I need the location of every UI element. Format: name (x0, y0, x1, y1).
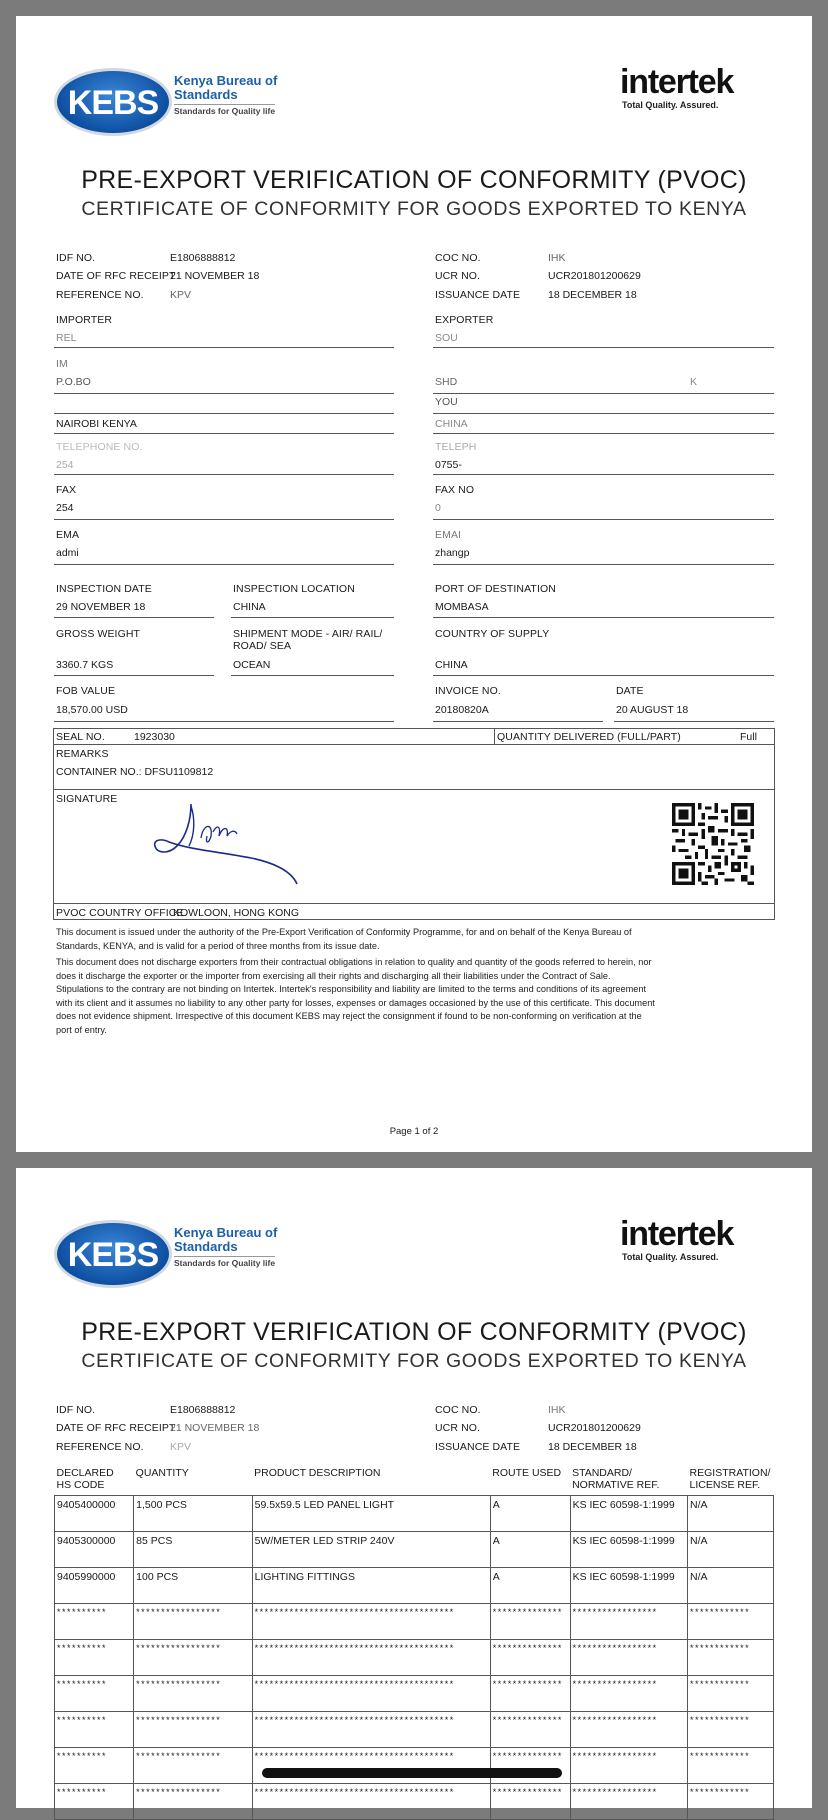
invoice-date-underline (614, 721, 774, 722)
importer-email-underline (54, 564, 394, 565)
ref-label: REFERENCE NO. (56, 289, 144, 301)
table-row (55, 1532, 774, 1568)
cell-registration: N/A (688, 1532, 774, 1568)
invoice-date-label: DATE (616, 685, 644, 697)
table-row (55, 1568, 774, 1604)
country-supply-label: COUNTRY OF SUPPLY (435, 628, 550, 640)
col-hs-code: DECLARED HS CODE (56, 1467, 114, 1491)
filler-cell: ***************** (570, 1784, 687, 1820)
col-quantity: QUANTITY (135, 1467, 189, 1479)
signature-image (151, 788, 321, 888)
importer-fax: 254 (56, 502, 74, 514)
filler-cell: ************** (490, 1784, 570, 1820)
quantity-delivered-value: Full (740, 731, 757, 743)
issuance-label: ISSUANCE DATE (435, 289, 521, 301)
importer-email: admi (56, 547, 79, 559)
rfc-value: 21 NOVEMBER 18 (170, 270, 260, 282)
certificate-title: PRE-EXPORT VERIFICATION OF CONFORMITY (PVOC) (81, 1318, 747, 1346)
certificate-subtitle: CERTIFICATE OF CONFORMITY FOR GOODS EXPORTED TO KENYA (81, 198, 747, 220)
filler-cell: ***************** (134, 1640, 252, 1676)
importer-email-label: EMA (56, 529, 80, 541)
table-row-filler (55, 1676, 774, 1712)
fob-underline (54, 721, 394, 722)
inspection-location-value: CHINA (233, 601, 266, 613)
importer-fax-underline (54, 519, 394, 520)
gross-weight-value: 3360.7 KGS (56, 659, 114, 671)
filler-cell: **************************************** (252, 1604, 490, 1640)
importer-name-underline (54, 347, 394, 348)
filler-cell: ***************** (134, 1604, 252, 1640)
qr-code (672, 803, 754, 885)
exporter-tel-label: TELEPH (435, 441, 477, 453)
filler-cell: ***************** (134, 1676, 252, 1712)
exporter-fax: 0 (435, 502, 441, 514)
filler-cell: **************************************** (252, 1640, 490, 1676)
exporter-fax-underline (433, 519, 774, 520)
kebs-name-line1: Kenya Bureau of (174, 1225, 278, 1240)
filler-cell: ***************** (570, 1676, 687, 1712)
invoice-date-value: 20 AUGUST 18 (616, 704, 689, 716)
idf-label: IDF NO. (56, 1404, 96, 1416)
cell-route: A (490, 1532, 570, 1568)
ref-label: REFERENCE NO. (56, 1441, 144, 1453)
legal-paragraph-1: This document is issued under the authority of the Pre-Export Verification of Conformity Programme, for and on behalf of the Kenya Bureau of Standards, KENYA, and is valid for a period of three months from its issue date. (56, 927, 632, 951)
cell-standard: KS IEC 60598-1:1999 (570, 1568, 687, 1604)
kebs-name-line2: Standards (174, 87, 238, 102)
filler-cell: ************ (688, 1748, 774, 1784)
certificate-page-1 (16, 16, 812, 1152)
kebs-name-line1: Kenya Bureau of (174, 73, 278, 88)
col-standard: STANDARD/ NORMATIVE REF. (572, 1467, 660, 1491)
coc-label: COC NO. (435, 252, 481, 264)
port-label: PORT OF DESTINATION (435, 583, 556, 595)
certificate-page-2 (16, 1168, 812, 1808)
exporter-address2-underline (433, 413, 774, 414)
cell-route: A (490, 1568, 570, 1604)
intertek-logo: intertek Total Quality. Assured. (620, 1215, 734, 1262)
issuance-label: ISSUANCE DATE (435, 1441, 521, 1453)
table-row (55, 1496, 774, 1532)
inspection-location-label: INSPECTION LOCATION (233, 583, 355, 595)
idf-label: IDF NO. (56, 252, 96, 264)
importer-tel-label: TELEPHONE NO. (56, 441, 143, 453)
cell-description: 5W/METER LED STRIP 240V (252, 1532, 490, 1568)
pvoc-office-label: PVOC COUNTRY OFFICE (56, 907, 184, 919)
certificate-title: PRE-EXPORT VERIFICATION OF CONFORMITY (PVOC) (81, 166, 747, 194)
port-value: MOMBASA (435, 601, 489, 613)
ref-value: KPV (170, 289, 192, 301)
kebs-logo (54, 1220, 286, 1290)
ucr-value: UCR201801200629 (548, 1422, 641, 1434)
importer-address-underline (54, 393, 394, 394)
filler-cell: ***************** (134, 1712, 252, 1748)
importer-tel: 254 (56, 459, 74, 471)
cell-standard: KS IEC 60598-1:1999 (570, 1496, 687, 1532)
kebs-emblem: KEBS (54, 68, 172, 136)
inspection-location-underline (231, 617, 394, 618)
inspection-date-value: 29 NOVEMBER 18 (56, 601, 146, 613)
filler-cell: **************************************** (252, 1712, 490, 1748)
filler-cell: ************ (688, 1712, 774, 1748)
col-description: PRODUCT DESCRIPTION (254, 1467, 381, 1479)
col-registration: REGISTRATION/ LICENSE REF. (689, 1467, 771, 1491)
quantity-delivered-label: QUANTITY DELIVERED (FULL/PART) (497, 731, 681, 743)
signature-label: SIGNATURE (56, 793, 118, 805)
fob-value: 18,570.00 USD (56, 704, 128, 716)
pvoc-office-value: KOWLOON, HONG KONG (173, 907, 300, 919)
filler-cell: ************ (688, 1784, 774, 1820)
importer-label: IMPORTER (56, 314, 113, 326)
table-row-filler (55, 1712, 774, 1748)
exporter-tel: 0755- (435, 459, 462, 471)
invoice-value: 20180820A (435, 704, 489, 716)
filler-cell: ************ (688, 1604, 774, 1640)
ucr-label: UCR NO. (435, 270, 481, 282)
container-number: CONTAINER NO.: DFSU1109812 (56, 766, 214, 778)
remarks-label: REMARKS (56, 748, 109, 760)
exporter-fax-label: FAX NO (435, 484, 475, 496)
intertek-logo: intertek Total Quality. Assured. (620, 63, 734, 110)
certificate-subtitle: CERTIFICATE OF CONFORMITY FOR GOODS EXPORTED TO KENYA (81, 1350, 747, 1372)
ucr-label: UCR NO. (435, 1422, 481, 1434)
cell-hs-code: 9405400000 (55, 1496, 134, 1532)
shipment-mode-underline (231, 675, 394, 676)
cell-quantity: 1,500 PCS (134, 1496, 252, 1532)
filler-cell: ***************** (570, 1712, 687, 1748)
coc-value: IHK (548, 252, 566, 264)
exporter-email: zhangp (435, 547, 470, 559)
importer-city-underline (54, 433, 394, 434)
coc-label: COC NO. (435, 1404, 481, 1416)
invoice-label: INVOICE NO. (435, 685, 501, 697)
cell-hs-code: 9405300000 (55, 1532, 134, 1568)
cell-description: LIGHTING FITTINGS (252, 1568, 490, 1604)
shipment-mode-value: OCEAN (233, 659, 271, 671)
filler-cell: ************** (490, 1676, 570, 1712)
cell-description: 59.5x59.5 LED PANEL LIGHT (252, 1496, 490, 1532)
exporter-address2: YOU (435, 396, 458, 408)
filler-cell: ************** (490, 1604, 570, 1640)
signature-divider (53, 903, 775, 904)
filler-cell: ************** (490, 1748, 570, 1784)
country-supply-underline (433, 675, 774, 676)
filler-cell: ************** (490, 1712, 570, 1748)
legal-paragraph-2: This document does not discharge exporters from their contractual obligations in relation to quality and quantity of the goods referred to herein, nor does it discharge the exporter or the importer from exercising all their rights and discharging all their liabilities under the Contract of Sale. Stipulations to the contrary are not binding on Intertek. Intertek's responsibility and liability are limited to the terms and conditions of its agreement with its client and it assumes no liability to any other party for losses, expenses or damages occasioned by the use of this certificate. This document does not evidence shipment. Irrespective of this document KEBS may reject the consignment if found to be non-conforming on verification at the port of entry. (56, 957, 655, 1035)
exporter-label: EXPORTER (435, 314, 494, 326)
kebs-emblem: KEBS (54, 1220, 172, 1288)
exporter-name-underline (433, 347, 774, 348)
coc-value: IHK (548, 1404, 566, 1416)
rfc-value: 21 NOVEMBER 18 (170, 1422, 260, 1434)
idf-value: E1806888812 (170, 1404, 236, 1416)
filler-cell: ********** (55, 1748, 134, 1784)
rfc-label: DATE OF RFC RECEIPT (56, 270, 176, 282)
cell-registration: N/A (688, 1496, 774, 1532)
filler-cell: ***************** (570, 1640, 687, 1676)
table-row-filler (55, 1604, 774, 1640)
goods-table-header (55, 1467, 774, 1496)
filler-cell: ***************** (570, 1748, 687, 1784)
exporter-email-underline (433, 564, 774, 565)
importer-address: P.O.BO (56, 376, 91, 388)
filler-cell: **************************************** (252, 1748, 490, 1784)
idf-value: E1806888812 (170, 252, 236, 264)
filler-cell: ********** (55, 1784, 134, 1820)
exporter-country-underline (433, 433, 774, 434)
filler-cell: ***************** (134, 1748, 252, 1784)
importer-address2-underline (54, 413, 394, 414)
gross-weight-label: GROSS WEIGHT (56, 628, 141, 640)
port-underline (433, 617, 774, 618)
ref-value: KPV (170, 1441, 192, 1453)
issuance-value: 18 DECEMBER 18 (548, 289, 637, 301)
ucr-value: UCR201801200629 (548, 270, 641, 282)
filler-cell: ***************** (570, 1604, 687, 1640)
exporter-address1-underline (433, 393, 774, 394)
rfc-label: DATE OF RFC RECEIPT (56, 1422, 176, 1434)
issuance-value: 18 DECEMBER 18 (548, 1441, 637, 1453)
kebs-logo (54, 68, 286, 138)
inspection-date-label: INSPECTION DATE (56, 583, 152, 595)
page-number: Page 1 of 2 (389, 1126, 439, 1137)
inspection-date-underline (54, 617, 214, 618)
exporter-address1: SHD (435, 376, 458, 388)
filler-cell: ********** (55, 1640, 134, 1676)
fob-label: FOB VALUE (56, 685, 116, 697)
exporter-tel-underline (433, 474, 774, 475)
cell-standard: KS IEC 60598-1:1999 (570, 1532, 687, 1568)
seal-row-divider (53, 744, 775, 745)
importer-fax-label: FAX (56, 484, 77, 496)
shipment-mode-label: SHIPMENT MODE - AIR/ RAIL/ ROAD/ SEA (233, 628, 383, 652)
seal-label: SEAL NO. (56, 731, 105, 743)
kebs-name-line2: Standards (174, 1239, 238, 1254)
cell-quantity: 100 PCS (134, 1568, 252, 1604)
exporter-email-label: EMAI (435, 529, 462, 541)
filler-cell: **************************************** (252, 1784, 490, 1820)
table-row-filler (55, 1784, 774, 1820)
country-supply-value: CHINA (435, 659, 468, 671)
gross-weight-underline (54, 675, 214, 676)
filler-cell: ********** (55, 1604, 134, 1640)
table-row-filler (55, 1640, 774, 1676)
filler-cell: **************************************** (252, 1676, 490, 1712)
filler-cell: ********** (55, 1676, 134, 1712)
col-route: ROUTE USED (492, 1467, 562, 1479)
filler-cell: ************ (688, 1676, 774, 1712)
filler-cell: ************** (490, 1640, 570, 1676)
exporter-name: SOU (435, 332, 458, 344)
cell-hs-code: 9405990000 (55, 1568, 134, 1604)
importer-name: REL (56, 332, 77, 344)
importer-tel-underline (54, 474, 394, 475)
importer-city: NAIROBI KENYA (56, 418, 137, 430)
cell-registration: N/A (688, 1568, 774, 1604)
kebs-tagline: Standards for Quality life (174, 106, 276, 116)
kebs-tagline: Standards for Quality life (174, 1258, 276, 1268)
invoice-underline (433, 721, 603, 722)
exporter-address1-tail: K (690, 376, 698, 388)
filler-cell: ***************** (134, 1784, 252, 1820)
exporter-country: CHINA (435, 418, 468, 430)
filler-cell: ********** (55, 1712, 134, 1748)
seal-col-divider (494, 728, 495, 744)
cell-quantity: 85 PCS (134, 1532, 252, 1568)
home-indicator[interactable] (262, 1768, 562, 1778)
table-row-filler (55, 1748, 774, 1784)
cell-route: A (490, 1496, 570, 1532)
importer-address-label: IM (56, 358, 68, 370)
seal-value: 1923030 (134, 731, 175, 743)
filler-cell: ************ (688, 1640, 774, 1676)
